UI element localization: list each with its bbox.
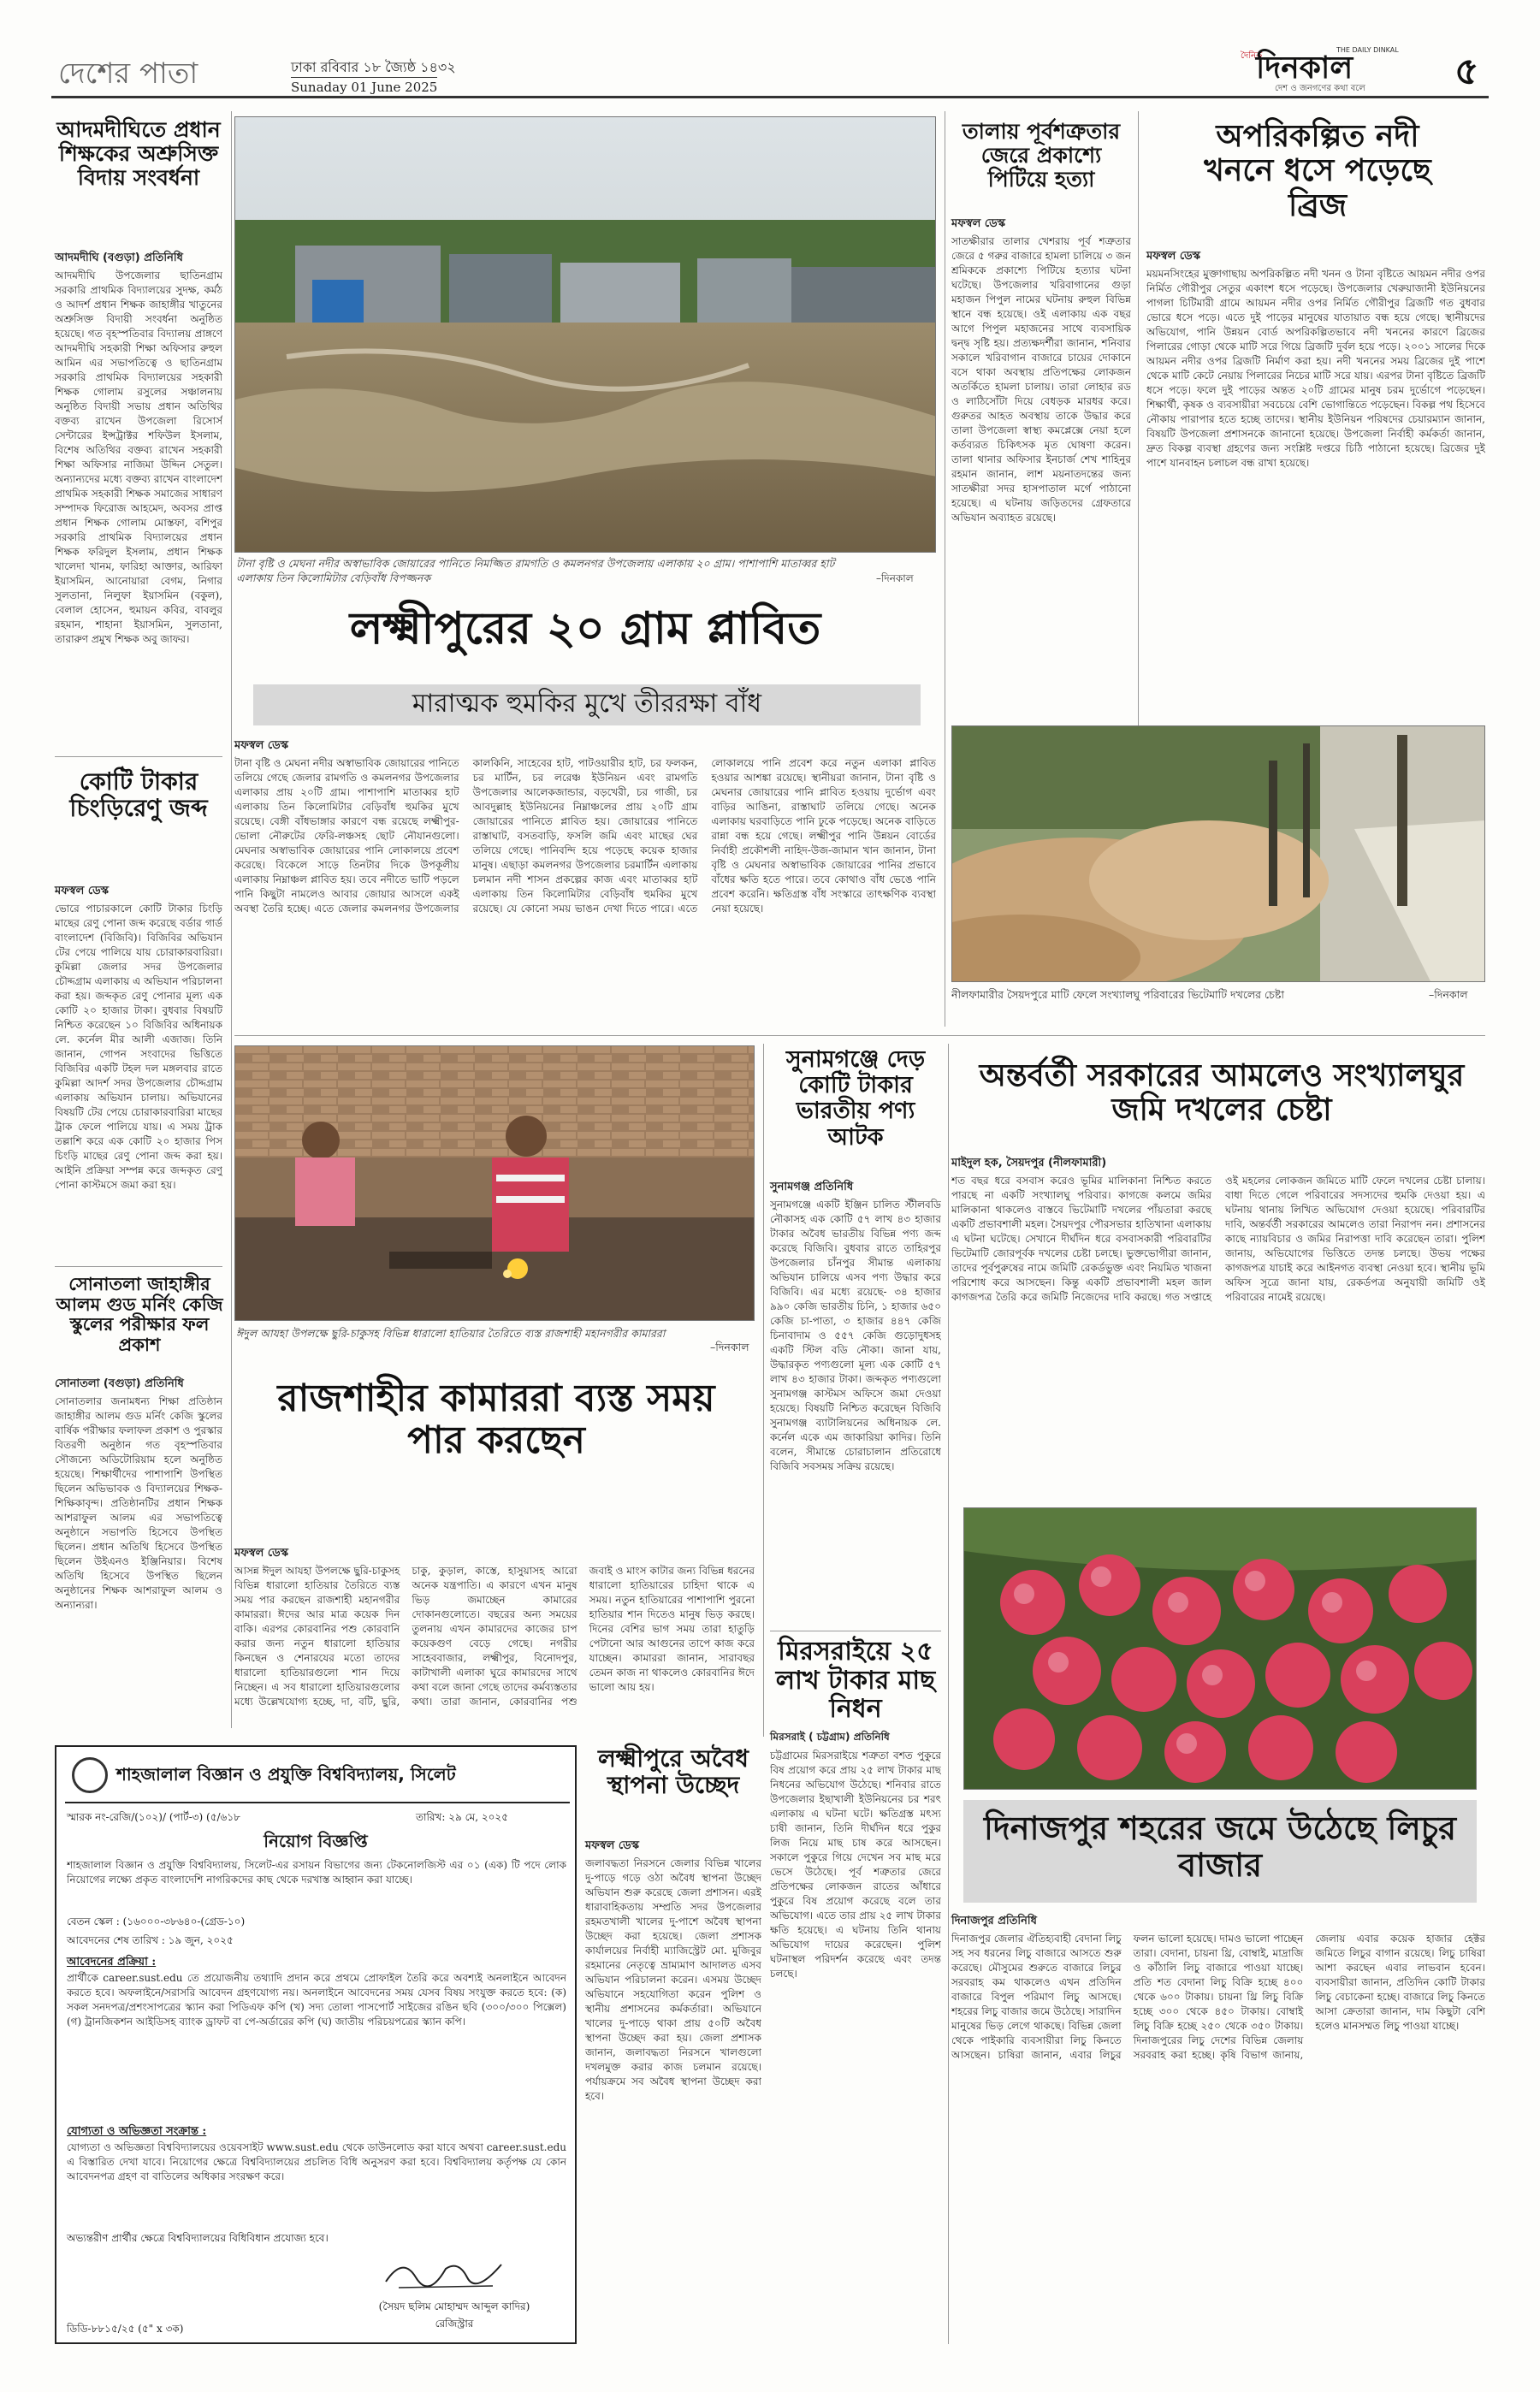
column-rule [231,111,232,1728]
column-rule [763,1044,764,1737]
body-kamar: আসন্ন ঈদুল আযহা উপলক্ষে ছুরি-চাকুসহ বিভিন্ন ধারালো হাতিয়ার তৈরিতে ব্যস্ত সময় পার করছেন রাজশাহী মহানগরীর কামাররা। ঈদের আর মাত্র কয়েক দিন বাকি। এরপর কোরবানির পশু কোরবানি করার জন্য নতুন ধারালো হাতিয়ার কিনছেন ও শেনারযের মতো তাদের ধারালো হাতিয়ারগুলো শান দিয়ে নিচ্ছেন। এ সব ধারালো হাতিয়ারগুলোর মধ্যে উল্লেখযোগ্য হচ্ছে, দা, বটি, ছুরি, চাকু, কুড়াল, কাস্তে, হাসুয়াসহ আরো অনেক যন্ত্রপাতি। এ কারণে এখন মানুষ ভিড় জমাচ্ছেন কামারের দোকানগুলোতে। বছরের অন্য সময়ের তুলনায় এখন কামারদের কাজের চাপ কয়েকগুণ বেড়ে গেছে। নগরীর সাহেববাজার, লক্ষ্মীপুর, বিনোদপুর, কাটাখালী এলাকা ঘুরে কামারদের সাথে কথা বলে জানা গেছে তাদের কর্মব্যস্ততার কথা। তারা জানান, কোরবানির পশু জবাই ও মাংস কাটার জন্য বিভিন্ন ধরনের ধারালো হাতিয়ারের চাহিদা থাকে এ সময়। নতুন হাতিয়ারের পাশাপাশি পুরনো হাতিয়ার শান দিতেও মানুষ ভিড় করছে। দিনের বেশির ভাগ সময় তারা হাতুড়ি পেটানো আর আগুনের তাপে কাজ করে যাচ্ছেন। কামাররা জানান, সারাবছর তেমন কাজ না থাকলেও কোরবানির ঈদে ভালো আয় হয়। [234,1565,755,1708]
byline-mirsharai: মিরসরাই ( চট্টগ্রাম) প্রতিনিধি [770,1731,890,1743]
headline-minority: অন্তর্বর্তী সরকারের আমলেও সংখ্যালঘুর জমি দখলের চেষ্টা [979,1058,1465,1128]
ad-intro: শাহজালাল বিজ্ঞান ও প্রযুক্তি বিশ্ববিদ্যালয়, সিলেট-এর রসায়ন বিভাগের জন্য টেকনোলজিস্ট এর ০১ (এক) টি পদে লোক নিয়োগের লক্ষ্যে প্রকৃত বাংলাদেশি নাগরিকদের কাছ থেকে দরখাস্ত আহ্বান করা যাচ্ছে। [67,1859,566,1886]
body-obaidh: জলাবদ্ধতা নিরসনে জেলার বিভিন্ন খালের দু-পাড়ে গড়ে ওঠা অবৈধ স্থাপনা উচ্ছেদ অভিযান শুরু করেছে জেলা প্রশাসন। এরই ধারাবাহিকতায় সম্প্রতি সদর উপজেলার রহমতখালী খালের দু-পাশে অবৈধ স্থাপনা উচ্ছেদ করা হয়েছে। জেলা প্রশাসক কার্যালয়ের নির্বাহী ম্যাজিস্ট্রেট মো. মুজিবুর রহমানের নেতৃত্বে ভ্রাম্যমাণ আদালত এসব অভিযান পরিচালনা করেন। এসময় উচ্ছেদ অভিযানে সহযোগিতা করেন পুলিশ ও স্থানীয় প্রশাসনের কর্মকর্তারা। অভিযানে খালের দু-পাড়ে থাকা প্রায় ৫০টি অবৈধ স্থাপনা উচ্ছেদ করা হয়। জেলা প্রশাসক জানান, জলাবদ্ধতা নিরসনে খালগুলো দখলমুক্ত করার কাজ চলমান রয়েছে। পর্যায়ক্রমে সব অবৈধ স্থাপনা উচ্ছেদ করা হবে। [585,1857,761,2102]
byline-lichu: দিনাজপুর প্রতিনিধি [951,1915,1037,1927]
byline-minority: মাইদুল হক, সৈয়দপুর (নীলফামারী) [951,1157,1107,1169]
ad-signer-role: রেজিস্ট্রার [435,2318,474,2330]
byline-obaidh: মফস্বল ডেস্ক [585,1839,640,1852]
header-rule [51,96,1489,98]
photo-land [951,725,1485,982]
byline-chingri: মফস্বল ডেস্ক [55,885,110,897]
ad-req-title: যোগ্যতা ও অভিজ্ঞতা সংক্রান্ত : [67,2125,207,2138]
ad-process-title: আবেদনের প্রক্রিয়া : [67,1956,157,1969]
ad-deadline: আবেদনের শেষ তারিখ : ১৯ জুন, ২০২৫ [67,1934,234,1946]
page-number: ৫ [1454,50,1479,93]
body-sunamganj: সুনামগঞ্জে একটি ইঞ্জিন চালিত স্টীলবডি নৌকাসহ এক কোটি ৫৭ লাখ ৪৩ হাজার টাকার অবৈধ ভারতীয় বিভিন্ন পণ্য জব্দ করেছে বিজিবি। বুধবার রাতে তাহিরপুর উপজেলার চাঁনপুর সীমান্ত এলাকায় অভিযান চালিয়ে এসব পণ্য উদ্ধার করে বিজিবি। এর মধ্যে রয়েছে- ৩৪ হাজার ৯৯০ কেজি ভারতীয় চিনি, ১ হাজার ৬৫০ কেজি চা-পাতা, ৩ হাজার ৪৪৭ কেজি চিনাবাদাম ও ৫৫৭ কেজি গুড়োদুধসহ একটি স্টিল বডি নৌকা। জানা যায়, উদ্ধারকৃত পণ্যগুলো মূল্য এক কোটি ৫৭ লাখ ৪৩ হাজার টাকা। জব্দকৃত পণ্যগুলো সুনামগঞ্জ কাস্টমস অফিসে জমা দেওয়া হয়েছে। বিষয়টি নিশ্চিত করেছেন বিজিবি সুনামগঞ্জ ব্যাটালিয়নের অধিনায়ক লে. কর্নেল একে এম জাকারিয়া কাদির। তিনি বলেন, সীমান্তে চোরাচালান প্রতিরোধে বিজিবি সবসময় সক্রিয় রয়েছে। [770,1199,941,1472]
subheadline-lakshmipur: মারাত্মক হুমকির মুখে তীররক্ষা বাঁধ [253,684,921,725]
body-adamdighi: আদমদীঘি উপজেলার ছাতিনগ্রাম সরকারি প্রাথমিক বিদ্যালয়ের সুদক্ষ, কর্মঠ ও আদর্শ প্রধান শিক্ষক জাহাঙ্গীর খাতুনের অশ্রুসিক্ত বিদায়ী সংবর্ধনা অনুষ্ঠিত হয়েছে। গত বৃহস্পতিবার বিদ্যালয় প্রাঙ্গণে আদমদীঘি সহকারী শিক্ষা অফিসার রুহুল আমিন এর সভাপতিত্বে ও ছাতিনগ্রাম সরকারি প্রাথমিক বিদ্যালয়ের সহকারী শিক্ষক গোলাম রসুলের সঞ্চালনায় অনুষ্ঠিত বিদায়ী সভায় প্রধান অতিথির বক্তব্য রাখেন উপজেলা রিসোর্স সেন্টারের ইন্সট্রাক্টর শফিউল ইসলাম, বিশেষ অতিথির বক্তব্য রাখেন সহকারী শিক্ষা অফিসার নাজিমা উদ্দিন সেতুল। অন্যান্যদের মধ্যে বক্তব্য রাখেন বাংলাদেশ প্রাথমিক সহকারী শিক্ষক সমাজের সাধারণ সম্পাদক ফিরোজ আহমেদ, অবসর প্রাপ্ত প্রধান শিক্ষক গোলাম মোস্তফা, বশিপুর সরকারি প্রাথমিক বিদ্যালয়ের প্রধান শিক্ষক ফরিদুল ইসলাম, প্রধান শিক্ষক খালেদা খানম, ফারিহা আক্তার, আরিফা ইয়াসমিন, আনোয়ারা বেগম, নিগার সুলতানা, নিলুফা ইয়াসমিন (বকুল), বেলাল হোসেন, হুমায়ন কবির, বাবলুর রহমান, শাহানা ইয়াসমিন, সুলতানা, তারারুণ প্রমুখ শিক্ষক অবু জাফর। [55,269,222,645]
headline-obaidh: লক্ষ্মীপুরে অবৈধ স্থাপনা উচ্ছেদ [598,1744,749,1800]
ad-code: ডিডি-৮৮১৫/২৫ (৫" x ৩ক) [67,2323,184,2335]
body-chingri: ভোরে পাচারকালে কোটি টাকার চিংড়ি মাছের রেণু পোনা জব্দ করেছে বর্ডার গার্ড বাংলাদেশ (বিজিবি)। বিজিবির অভিযান টের পেয়ে পালিয়ে যায় চোরাকারবারিরা। কুমিল্লা জেলার সদর উপজেলার চৌদ্দগ্রাম এলাকায় এ অভিযান পরিচালনা করা হয়। জব্দকৃত রেণু পোনার মূল্য এক কোটি ২০ হাজার টাকা। বুধবার বিষয়টি নিশ্চিত করেছেন ১০ বিজিবির অধিনায়ক লে. কর্নেল মীর আলী এজাজ। তিনি জানান, গোপন সংবাদের ভিত্তিতে বিজিবির একটি টহল দল মঙ্গলবার রাতে কুমিল্লা আদর্শ সদর উপজেলার চৌদ্দগ্রাম এলাকায় অভিযান চালায়। অভিযানের বিষয়টি টের পেয়ে চোরাকারবারিরা মাছের ট্রাক ফেলে পালিয়ে যায়। এ সময় ট্রাক তল্লাশি করে এক কোটি ২০ হাজার পিস চিংড়ি মাছের রেণু পোনা জব্দ করা হয়। আইনি প্রক্রিয়া সম্পন্ন করে জব্দকৃত রেণু পোনা কাস্টমসে জমা করা হয়। [55,903,222,1191]
ad-date: তারিখ: ২৯ মে, ২০২৫ [416,1811,509,1823]
ad-signer: (সৈয়দ ছলিম মোহাম্মদ আব্দুল কাদির) [378,2300,530,2312]
ad-university-name: শাহজালাল বিজ্ঞান ও প্রযুক্তি বিশ্ববিদ্যালয়, সিলেট [116,1764,456,1785]
ad-salary: বেতন স্কেল : (১৬০০০-৩৮৬৪০-(গ্রেড-১০) [67,1915,246,1927]
date-english: Sunaday 01 June 2025 [291,77,437,95]
divider [234,1035,1485,1036]
credit-land: –দিনকাল [1429,988,1468,1001]
photo-blacksmith [234,1045,755,1321]
headline-lichu: দিনাজপুর শহরের জমে উঠেছে লিচুর বাজার [963,1800,1477,1903]
logo-small-text: THE DAILY DINKAL [1336,46,1399,54]
ad-title: নিয়োগ বিজ্ঞপ্তি [264,1831,368,1851]
logo-tagline: দেশ ও জনগণের কথা বলে [1275,84,1365,93]
logo-text: দিনকাল [1256,50,1353,86]
ad-note: অভ্যন্তরীণ প্রার্থীর ক্ষেত্রে বিশ্ববিদ্যালয়ের বিধিবিধান প্রযোজ্য হবে। [67,2232,329,2244]
photo-lychee [963,1507,1477,1790]
body-bridge: ময়মনসিংহের মুক্তাগাছায় অপরিকল্পিত নদী খনন ও টানা বৃষ্টিতে আয়মন নদীর ওপর নির্মিত গৌরীপুর সেতুর একাংশ ধসে পড়েছে। উপজেলার খেরুয়াজানী ইউনিয়নের পাগলা চিটিমারী গ্রামে আয়মন নদীর ওপর নির্মিত গৌরীপুর ব্রিজটি গত বুধবার ভোরে ধসে পড়ে। এতে দুই পাড়ের মানুষের যাতায়াত বন্ধ হয়ে গেছে। স্থানীয়দের অভিযোগ, পানি উন্নয়ন বোর্ড অপরিকল্পিতভাবে নদী খননের কারণে ব্রিজের পিলারের গোড়া থেকে মাটি সরে গিয়ে ব্রিজটি দুর্বল হয়ে পড়ে। ২০০১ সালের দিকে আয়মন নদীর ওপর ব্রিজটি নির্মাণ করা হয়। নদী খননের সময় ব্রিজের দুই পাশে থেকে মাটি কেটে নেয়ায় পিলারের নিচের মাটি সরে যায়। এরপর টানা বৃষ্টিতে ব্রিজটি ধসে পড়ে। ফলে দুই পাড়ের অন্তত ২০টি গ্রামের মানুষ চরম দুর্ভোগে পড়েছেন। শিক্ষার্থী, কৃষক ও ব্যবসায়ীরা সবচেয়ে বেশি ভোগান্তিতে পড়েছেন। বিকল্প পথ হিসেবে নৌকায় পারাপার হতে হচ্ছে তাদের। স্থানীয় ইউনিয়ন পরিষদের চেয়ারম্যান জানান, বিষয়টি উপজেলা প্রশাসনকে জানানো হয়েছে। উপজেলা নির্বাহী কর্মকর্তা জানান, দ্রুত বিকল্প ব্যবস্থা গ্রহণের জন্য সংশ্লিষ্ট দপ্তরে চিঠি পাঠানো হয়েছে। ব্রিজের দুই পাশে যানবাহন চলাচল বন্ধ রাখা হয়েছে। [1146,268,1485,469]
column-rule [948,1044,949,2344]
masthead-logo [1241,44,1446,94]
byline-bridge: মফস্বল ডেস্ক [1146,250,1201,263]
headline-sunamganj: সুনামগঞ্জে দেড় কোটি টাকার ভারতীয় পণ্য আটক [785,1046,926,1151]
job-advertisement [55,1745,577,2344]
byline-lakshmipur: মফস্বল ডেস্ক [234,739,289,752]
credit-flood: –দিনকাল [876,572,914,584]
credit-blacksmith: –দিনকাল [710,1341,749,1353]
headline-chingri: কোটি টাকার চিংড়িরেণু জব্দ [69,767,208,823]
university-seal-icon [72,1757,108,1793]
divider [55,756,222,757]
date-bangla: ঢাকা রবিবার ১৮ জ্যৈষ্ঠ ১৪৩২ [291,59,456,75]
body-gudmorning: সোনাতলার জনামধন্য শিক্ষা প্রতিষ্ঠান জাহাঙ্গীর আলম গুড মর্নিং কেজি স্কুলের বার্ষিক পরীক্ষার ফলাফল প্রকাশ ও পুরস্কার বিতরণী অনুষ্ঠান গত বৃহস্পতিবার সৌজন্যে অডিটোরিয়াম হলে অনুষ্ঠিত হয়েছে। শিক্ষার্থীদের পাশাপাশি উপস্থিত ছিলেন অভিভাবক ও বিদ্যালয়ের শিক্ষক-শিক্ষিকাবৃন্দ। প্রতিষ্ঠানটির প্রধান শিক্ষক আশরাফুল আলম এর সভাপতিত্বে অনুষ্ঠানে সভাপতি হিসেবে উপস্থিত ছিলেন। প্রধান অতিথি হিসেবে উপস্থিত ছিলেন উইএনও ইঞ্জিনিয়ার। বিশেষ অতিথি হিসেবে উপস্থিত ছিলেন অনুষ্ঠানের শিক্ষক আশরাফুল আলম ও অন্যান্যরা। [55,1395,222,1611]
body-mirsharai: চট্টগ্রামের মিরসরাইয়ে শত্রুতা বশত পুকুরে বিষ প্রয়োগ করে প্রায় ২৫ লাখ টাকার মাছ নিধনের অভিযোগ উঠেছে। শনিবার রাতে উপজেলার ইছাখালী ইউনিয়নের চর শরৎ এলাকায় এ ঘটনা ঘটে। ক্ষতিগ্রস্ত মৎস্য চাষী জানান, তিনি দীর্ঘদিন ধরে পুকুর লিজ নিয়ে মাছ চাষ করে আসছেন। সকালে পুকুরে গিয়ে দেখেন সব মাছ মরে ভেসে উঠেছে। পূর্ব শত্রুতার জেরে প্রতিপক্ষের লোকজন রাতের আঁধারে পুকুরে বিষ প্রয়োগ করেছে বলে তার অভিযোগ। এতে তার প্রায় ২৫ লাখ টাকার ক্ষতি হয়েছে। এ ঘটনায় তিনি থানায় অভিযোগ দায়ের করেছেন। পুলিশ ঘটনাস্থল পরিদর্শন করেছে এবং তদন্ত চলছে। [770,1750,941,1980]
headline-bridge: অপরিকল্পিত নদী খননে ধসে পড়েছে ব্রিজ [1204,119,1431,223]
body-hatya: সাতক্ষীরার তালার খেশরায় পূর্ব শত্রুতার জেরে ৫ গরুর বাজারে হামলা চালিয়ে ৩ জন শ্রমিককে প্রকাশ্যে পিটিয়ে হত্যার ঘটনা ঘটেছে। উপজেলার খরিবাগানের গুড়া মহাজন পিপুল নামের ঘটনায় রুহুল বিভিন্ন স্থানে বন্ধ হয়েছে। ওই এলাকায় এক বছর আগে পিপুল মহাজনের সাথে ব্যবসায়িক দ্বন্দ্ব সৃষ্টি হয়। প্রত্যক্ষদর্শীরা জানান, শনিবার সকালে খরিবাগান বাজারে চায়ের দোকানে বসে থাকা অবস্থায় প্রতিপক্ষের লোকজন অতর্কিতে হামলা চালায়। তারা লোহার রড ও লাঠিসোঁটা দিয়ে বেধড়ক মারধর করে। গুরুতর আহত অবস্থায় তাকে উদ্ধার করে তালা উপজেলা স্বাস্থ্য কমপ্লেক্সে নেয়া হলে কর্তব্যরত চিকিৎসক মৃত ঘোষণা করেন। তালা থানার অফিসার ইনচার্জ শেখ শাহিনুর রহমান জানান, লাশ ময়নাতদন্তের জন্য সাতক্ষীরা সদর হাসপাতাল মর্গে পাঠানো হয়েছে। এ ঘটনায় জড়িতদের গ্রেফতারে অভিযান অব্যাহত রয়েছে। [951,235,1131,524]
byline-hatya: মফস্বল ডেস্ক [951,217,1006,230]
body-lakshmipur: টানা বৃষ্টি ও মেঘনা নদীর অস্বাভাবিক জোয়ারের পানিতে তলিয়ে গেছে জেলার রামগতি ও কমলনগর উপজেলার এলাকার প্রায় ২০টি গ্রাম। পাশাপাশি মাতাব্বর হাট এলাকায় তিন কিলোমিটার বেড়িবাঁধ হুমকির মুখে রয়েছে। বেঙ্গী বাঁধভাঙ্গার কারণে বন্ধ রয়েছে লক্ষ্মীপুর-ভোলা নৌরুটের ফেরি-লঞ্চসহ ছোট নৌযানগুলো। মেঘনার অস্বাভাবিক জোয়ারের পানি লোকালয়ে প্রবেশ করেছে। বিকেলে সাড়ে তিনটার দিকে উপকূলীয় এলাকায় নিম্নাঞ্চল প্লাবিত হয়। তবে নদীতে ভাটি পড়লে পানি কিছুটা নামলেও আবার জোয়ার আসলে একই অবস্থা তৈরি হচ্ছে। এতে জেলার কমলনগর উপজেলার কালকিনি, সাহেবের হাট, পাটওয়ারীর হাট, চর ফলকন, চর মার্টিন, চর লরেঞ্চ ইউনিয়ন এবং রামগতি উপজেলার আলেকজান্ডার, বড়খেরী, চর গাজী, চর আবদুল্লাহ ইউনিয়নের নিম্নাঞ্চলের প্রায় ২০টি গ্রাম জোয়ারের পানিতে প্লাবিত হয়। জোয়ারের পানিতে রাস্তাঘাট, বসতবাড়ি, ফসলি জমি এবং মাছের ঘের তলিয়ে গেছে। পানিবন্দি হয়ে পড়েছে কয়েক হাজার মানুষ। এছাড়া কমলনগর উপজেলার চরমার্টিন এলাকায় চলমান নদী শাসন প্রকল্পের কাজ এবং মাতাব্বর হাট এলাকায় তিন কিলোমিটার বেড়িবাঁধ হুমকির মুখে রয়েছে। যে কোনো সময় ভাঙন দেখা দিতে পারে। এতে লোকালয়ে পানি প্রবেশ করে নতুন এলাকা প্লাবিত হওয়ার আশঙ্কা রয়েছে। স্থানীয়রা জানান, টানা বৃষ্টি ও মেঘনার জোয়ারের পানি প্লাবিত হওয়ায় দুর্ভোগ এবং বাড়ির আঙিনা, রাস্তাঘাট তলিয়ে গেছে। অনেক এলাকায় ঘরবাড়িতে পানি ঢুকে পড়েছে। অনেক বাড়িতে রান্না বন্ধ হয়ে গেছে। লক্ষ্মীপুর পানি উন্নয়ন বোর্ডের নির্বাহী প্রকৌশলী নাহিদ-উজ-জামান খান জানান, টানা বৃষ্টি ও মেঘনার অস্বাভাবিক জোয়ারের পানির প্রভাবে বাঁধের ক্ষতি হতে পারে। তবে কোথাও বাঁধ ভেঙে পানি প্রবেশ করেনি। ক্ষতিগ্রস্ত বাঁধ সংস্কারে তাৎক্ষণিক ব্যবস্থা নেয়া হয়েছে। [234,757,936,915]
column-rule [1138,111,1139,727]
photo-flood [234,116,936,553]
body-lichu: দিনাজপুর জেলার ঐতিহ্যবাহী বেদানা লিচু সহ সব ধরনের লিচু বাজারে আসতে শুরু করেছে। মৌসুমের শুরুতে বাজারে লিচুর সরবরাহ কম থাকলেও এখন প্রতিদিন বাজারে বিপুল পরিমাণ লিচু আসছে। শহরের লিচু বাজার জমে উঠেছে। সারাদিন মানুষের ভিড় লেগে থাকছে। বিভিন্ন জেলা থেকে পাইকারি ব্যবসায়ীরা লিচু কিনতে আসছেন। চাষিরা জানান, এবার লিচুর ফলন ভালো হয়েছে। দামও ভালো পাচ্ছেন তারা। বেদানা, চায়না থ্রি, বোম্বাই, মাদ্রাজি ও কাঁঠালি লিচু বাজারে পাওয়া যাচ্ছে। প্রতি শত বেদানা লিচু বিক্রি হচ্ছে ৪০০ থেকে ৬০০ টাকায়। চায়না থ্রি লিচু বিক্রি হচ্ছে ৩০০ থেকে ৪৫০ টাকায়। বোম্বাই লিচু বিক্রি হচ্ছে ২৫০ থেকে ৩৫০ টাকায়। দিনাজপুরের লিচু দেশের বিভিন্ন জেলায় সরবরাহ করা হচ্ছে। কৃষি বিভাগ জানায়, জেলায় এবার কয়েক হাজার হেক্টর জমিতে লিচুর বাগান রয়েছে। লিচু চাষিরা আশা করছেন এবার লাভবান হবেন। ব্যবসায়ীরা জানান, প্রতিদিন কোটি টাকার লিচু বেচাকেনা হচ্ছে। বাজারে লিচু কিনতে আসা ক্রেতারা জানান, দাম কিছুটা বেশি হলেও মানসম্মত লিচু পাওয়া যাচ্ছে। [951,1933,1485,2061]
ad-req: যোগ্যতা ও অভিজ্ঞতা বিশ্ববিদ্যালয়ের ওয়েবসাইট www.sust.edu থেকে ডাউনলোড করা যাবে অথবা career.sust.edu এ বিস্তারিত দেখা যাবে। নিয়োগের ক্ষেত্রে বিশ্ববিদ্যালয়ের প্রচলিত বিধি অনুসরণ করা হবে। বিশ্ববিদ্যালয় কর্তৃপক্ষ যে কোন আবেদনপত্র গ্রহণ বা বাতিলের অধিকার সংরক্ষণ করে। [67,2141,566,2182]
headline-mirsharai: মিরসরাইয়ে ২৫ লাখ টাকার মাছ নিধন [775,1637,936,1725]
section-title: দেশের পাতা [58,56,198,91]
headline-hatya: তালায় পূর্বশত্রুতার জেরে প্রকাশ্যে পিটিয়ে হত্যা [962,119,1121,192]
headline-adamdighi: আদমদীঘিতে প্রধান শিক্ষকের অশ্রুসিক্ত বিদায় সংবর্ধনা [56,117,221,190]
byline-gudmorning: সোনাতলা (বগুড়া) প্রতিনিধি [55,1377,184,1390]
headline-gudmorning: সোনাতলা জাহাঙ্গীর আলম গুড মর্নিং কেজি স্কুলের পরীক্ষার ফল প্রকাশ [56,1274,223,1355]
byline-sunamganj: সুনামগঞ্জ প্রতিনিধি [770,1181,854,1193]
headline-kamar: রাজশাহীর কামাররা ব্যস্ত সময় পার করছেন [277,1377,715,1463]
byline-kamar: মফস্বল ডেস্ক [234,1547,289,1560]
divider [55,1266,222,1267]
caption-flood: টানা বৃষ্টি ও মেঘনা নদীর অস্বাভাবিক জোয়ারের পানিতে নিমজ্জিত রামগতি ও কমলনগর উপজেলায় এলাকায় ২০ গ্রাম। পাশাপাশি মাতাব্বর হাট এলাকায় তিন কিলোমিটার বেড়িবাঁধ বিপজ্জনক [236,557,835,584]
byline-adamdighi: আদমদীঘি (বগুড়া) প্রতিনিধি [55,252,183,264]
signature-mark [382,2252,518,2294]
caption-land: নীলফামারীর সৈয়দপুরে মাটি ফেলে সংখ্যালঘু পরিবারের ভিটেমাটি দখলের চেষ্টা [951,988,1284,1001]
ad-process: প্রার্থীকে career.sust.edu তে প্রয়োজনীয় তথ্যাদি প্রদান করে প্রথমে প্রোফাইল তৈরি করে অবশ্যই অনলাইনে আবেদন করতে হবে। অফলাইনে/সরাসরি আবেদন গ্রহণযোগ্য নয়। অনলাইনে আবেদনের সময় যেসব বিষয় সংযুক্ত করতে হবে: (ক) সকল সনদপত্র/প্রশংসাপত্রের স্ক্যান করা পিডিএফ কপি (খ) সদ্য তোলা পাসপোর্ট সাইজের রঙিন ছবি (৩০০/৩০০ পিক্সেল) (গ) ট্রানজিকশন আইডিসহ ব্যাংক ড্রাফট বা পে-অর্ডারের কপি (ঘ) জাতীয় পরিচয়পত্রের স্ক্যান কপি। [67,1972,566,2028]
logo-prefix: দৈনিক [1241,51,1263,61]
ad-memo: স্মারক নং-রেজি/(১০২)/ (পার্ট-৩) (৫/৬১৮ [67,1811,240,1823]
caption-blacksmith: ঈদুল আযহা উপলক্ষে ছুরি-চাকুসহ বিভিন্ন ধারালো হাতিয়ার তৈরিতে ব্যস্ত রাজশাহী মহানগরীর কামাররা [236,1327,666,1340]
headline-lakshmipur: লক্ষ্মীপুরের ২০ গ্রাম প্লাবিত [349,603,821,654]
body-minority: শত বছর ধরে বসবাস করেও ভূমির মালিকানা নিশ্চিত করতে পারছে না একটি সংখ্যালঘু পরিবার। কাগজে কলমে জমির মালিকানা থাকলেও বাস্তবে ভিটেমাটি দখলের পাঁয়তারা করছে একটি প্রভাবশালী মহল। সৈয়দপুর পৌরসভার হাতিখানা এলাকায় এ ঘটনা ঘটেছে। সেখানে দীর্ঘদিন ধরে বসবাসকারী পরিবারটির ভিটেমাটি জোরপূর্বক দখলের চেষ্টা চলছে। ভুক্তভোগীরা জানান, তাদের পূর্বপুরুষের নামে জমিটি রেকর্ডভুক্ত এবং নিয়মিত খাজনা পরিশোধ করে আসছেন। কিন্তু একটি প্রভাবশালী মহল জাল কাগজপত্র তৈরি করে জমিটি নিজেদের দাবি করছে। গত সপ্তাহে ওই মহলের লোকজন জমিতে মাটি ফেলে দখলের চেষ্টা চালায়। বাধা দিতে গেলে পরিবারের সদস্যদের হুমকি দেওয়া হয়। এ ঘটনায় থানায় লিখিত অভিযোগ দেওয়া হয়েছে। পরিবারটির দাবি, অন্তর্বর্তী সরকারের আমলেও তারা নিরাপদ নন। প্রশাসনের কাছে ন্যায়বিচার ও জমির নিরাপত্তা দাবি করেছেন তারা। পুলিশ জানায়, অভিযোগের ভিত্তিতে তদন্ত চলছে। উভয় পক্ষের কাগজপত্র যাচাই করে আইনগত ব্যবস্থা নেওয়া হবে। স্থানীয় ভূমি অফিস সূত্রে জানা যায়, রেকর্ডপত্র অনুযায়ী জমিটি ওই পরিবারের নামেই রয়েছে। [951,1175,1485,1303]
